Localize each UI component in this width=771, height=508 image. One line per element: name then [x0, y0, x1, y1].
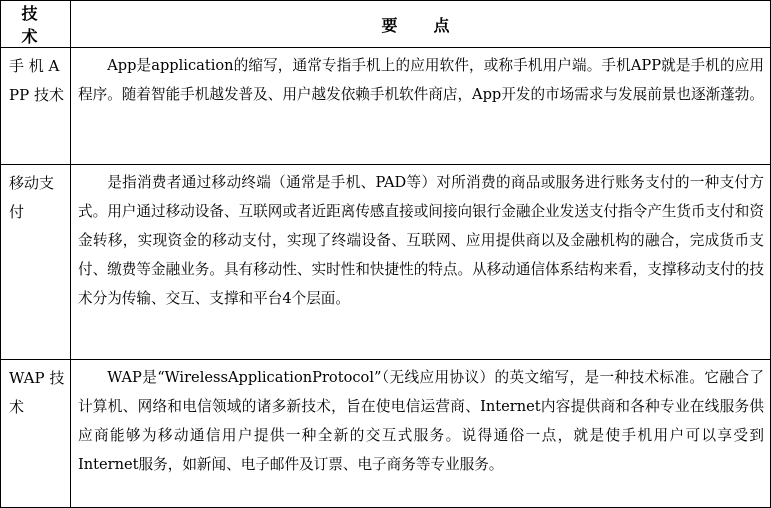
header-tech: 技 术	[1, 1, 71, 48]
table-row	[1, 360, 771, 508]
desc-cell: App是application的缩写，通常专指手机上的应用软件，或称手机用户端。手机APP就是手机的应用程序。随着智能手机越发普及、用户越发依赖手机软件商店，App开发的市场需求与发展前景也逐渐蓬勃。	[71, 48, 771, 165]
header-points: 要 点	[71, 1, 771, 48]
table-row	[1, 48, 771, 165]
tech-cell: 手 机 APP 技术	[1, 48, 71, 165]
tech-cell: 移动支付	[1, 165, 71, 360]
table-row	[1, 165, 771, 360]
desc-cell: WAP是“WirelessApplicationProtocol”（无线应用协议）的英文缩写，是一种技术标准。它融合了计算机、网络和电信领域的诸多新技术，旨在使电信运营商、Internet内容提供商和各种专业在线服务供应商能够为移动通信用户提供一种全新的交互式服务。说得通俗一点，就是使手机用户可以享受到Internet服务，如新闻、电子邮件及订票、电子商务等专业服务。	[71, 360, 771, 508]
desc-cell: 是指消费者通过移动终端（通常是手机、PAD等）对所消费的商品或服务进行账务支付的一种支付方式。用户通过移动设备、互联网或者近距离传感直接或间接向银行金融企业发送支付指令产生货币支付和资金转移，实现资金的移动支付，实现了终端设备、互联网、应用提供商以及金融机构的融合，完成货币支付、缴费等金融业务。具有移动性、实时性和快捷性的特点。从移动通信体系结构来看，支撑移动支付的技术分为传输、交互、支撑和平台4个层面。	[71, 165, 771, 360]
header-row	[1, 1, 771, 48]
tech-cell: WAP 技术	[1, 360, 71, 508]
